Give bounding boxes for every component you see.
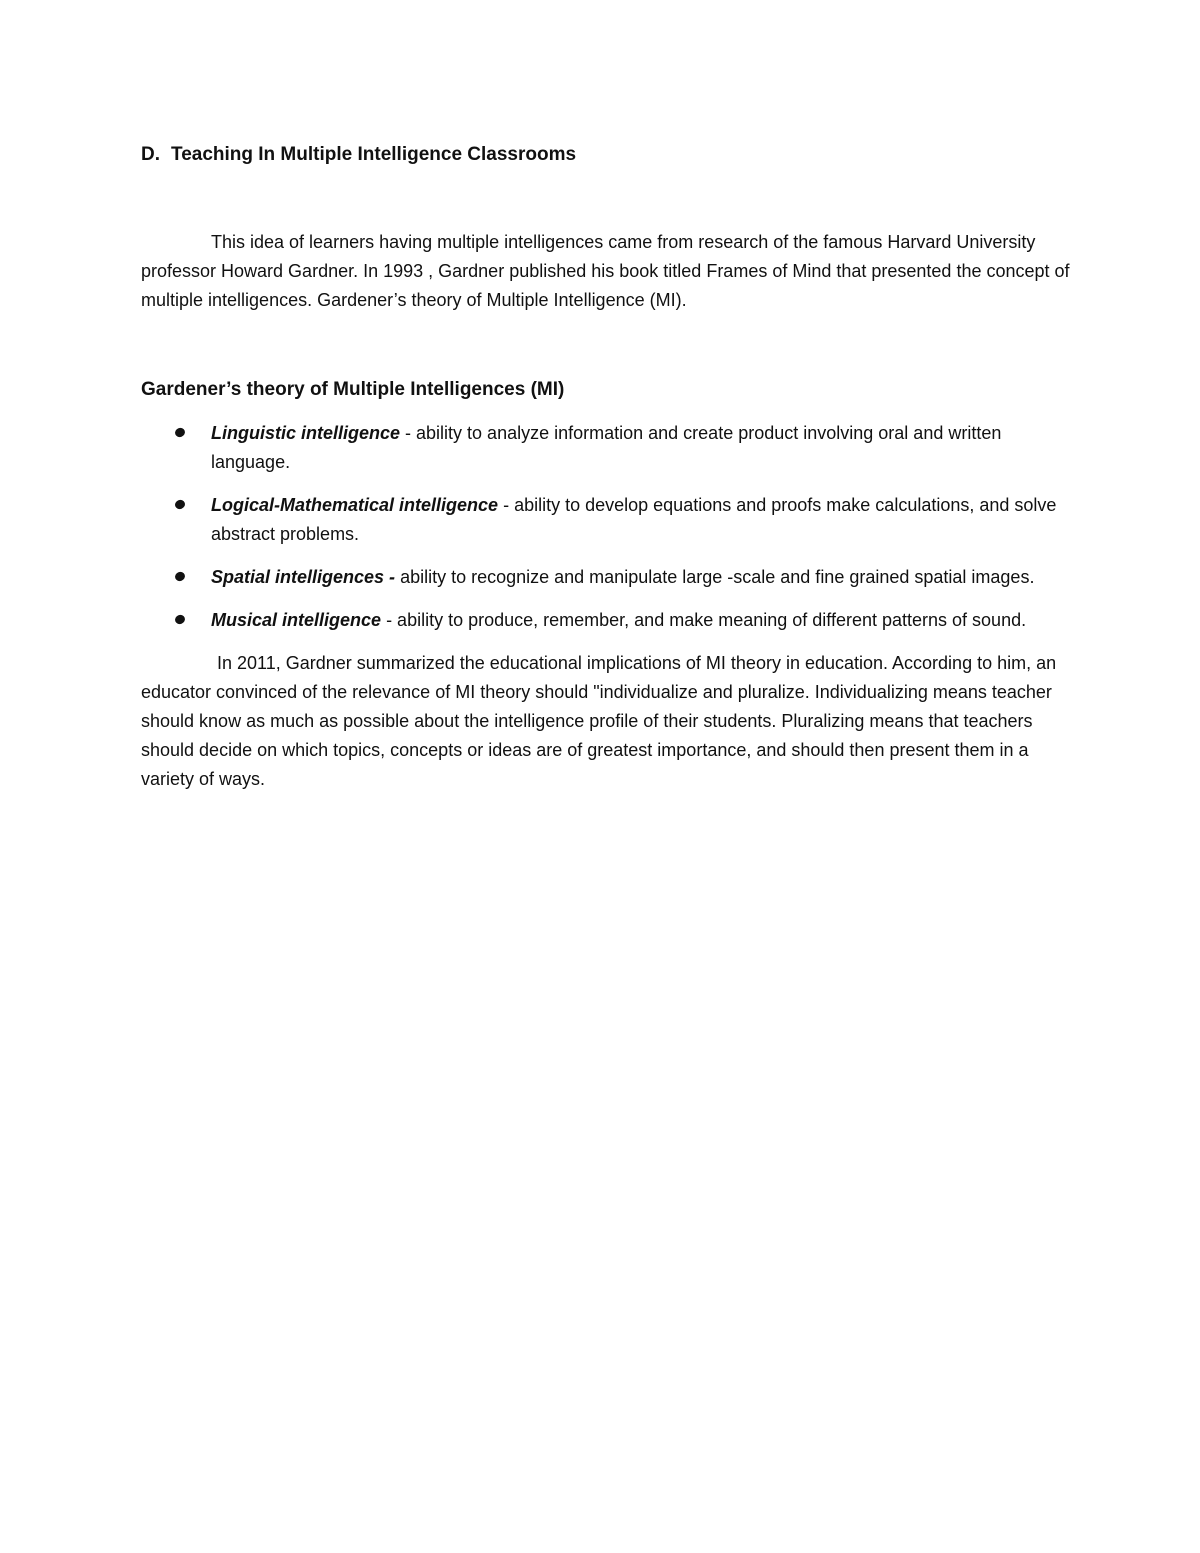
- section-title: Teaching In Multiple Intelligence Classrooms: [171, 144, 577, 165]
- list-item-term: Linguistic intelligence: [211, 423, 401, 443]
- list-item-description: ability to recognize and manipulate large -scale and fine grained spatial images.: [395, 567, 1035, 587]
- section-heading: [141, 140, 1071, 170]
- intelligence-list: [141, 419, 1071, 635]
- list-item-term: Logical-Mathematical intelligence: [211, 495, 499, 515]
- list-item-spatial: [141, 563, 1071, 592]
- list-item-term: Spatial intelligences -: [211, 567, 396, 587]
- list-item-term: Musical intelligence: [211, 610, 382, 630]
- list-item-logical-mathematical: [141, 491, 1071, 549]
- closing-paragraph: In 2011, Gardner summarized the educational implications of MI theory in education. According to him, an educator convinced of the relevance of MI theory should "individualize and pluralize. Individualizing means teacher should know as much as possible about the intelligence profile of their students. Pluralizing means that teachers should decide on which topics, concepts or ideas are of greatest importance, and should then present them in a variety of ways.: [141, 653, 1057, 789]
- theory-subheading: Gardener’s theory of Multiple Intelligences (MI): [141, 379, 565, 400]
- section-label: D.: [141, 144, 160, 165]
- list-item-description: - ability to analyze information and create product involving oral and written language.: [211, 423, 1002, 472]
- bullet-icon: [174, 614, 186, 626]
- list-item-linguistic: [141, 419, 1071, 477]
- bullet-icon: [174, 499, 186, 511]
- list-item-description: - ability to produce, remember, and make meaning of different patterns of sound.: [381, 610, 1027, 630]
- bullet-icon: [174, 571, 186, 583]
- list-item-description: - ability to develop equations and proofs make calculations, and solve abstract problems.: [211, 495, 1057, 544]
- list-item-musical: [141, 606, 1071, 635]
- intro-paragraph: This idea of learners having multiple intelligences came from research of the famous Harvard University professor Howard Gardner. In 1993 , Gardner published his book titled Frames of Mind that presented the concept of multiple intelligences. Gardener’s theory of Multiple Intelligence (MI).: [141, 232, 1070, 310]
- bullet-icon: [174, 427, 186, 439]
- document-body: [141, 140, 1071, 794]
